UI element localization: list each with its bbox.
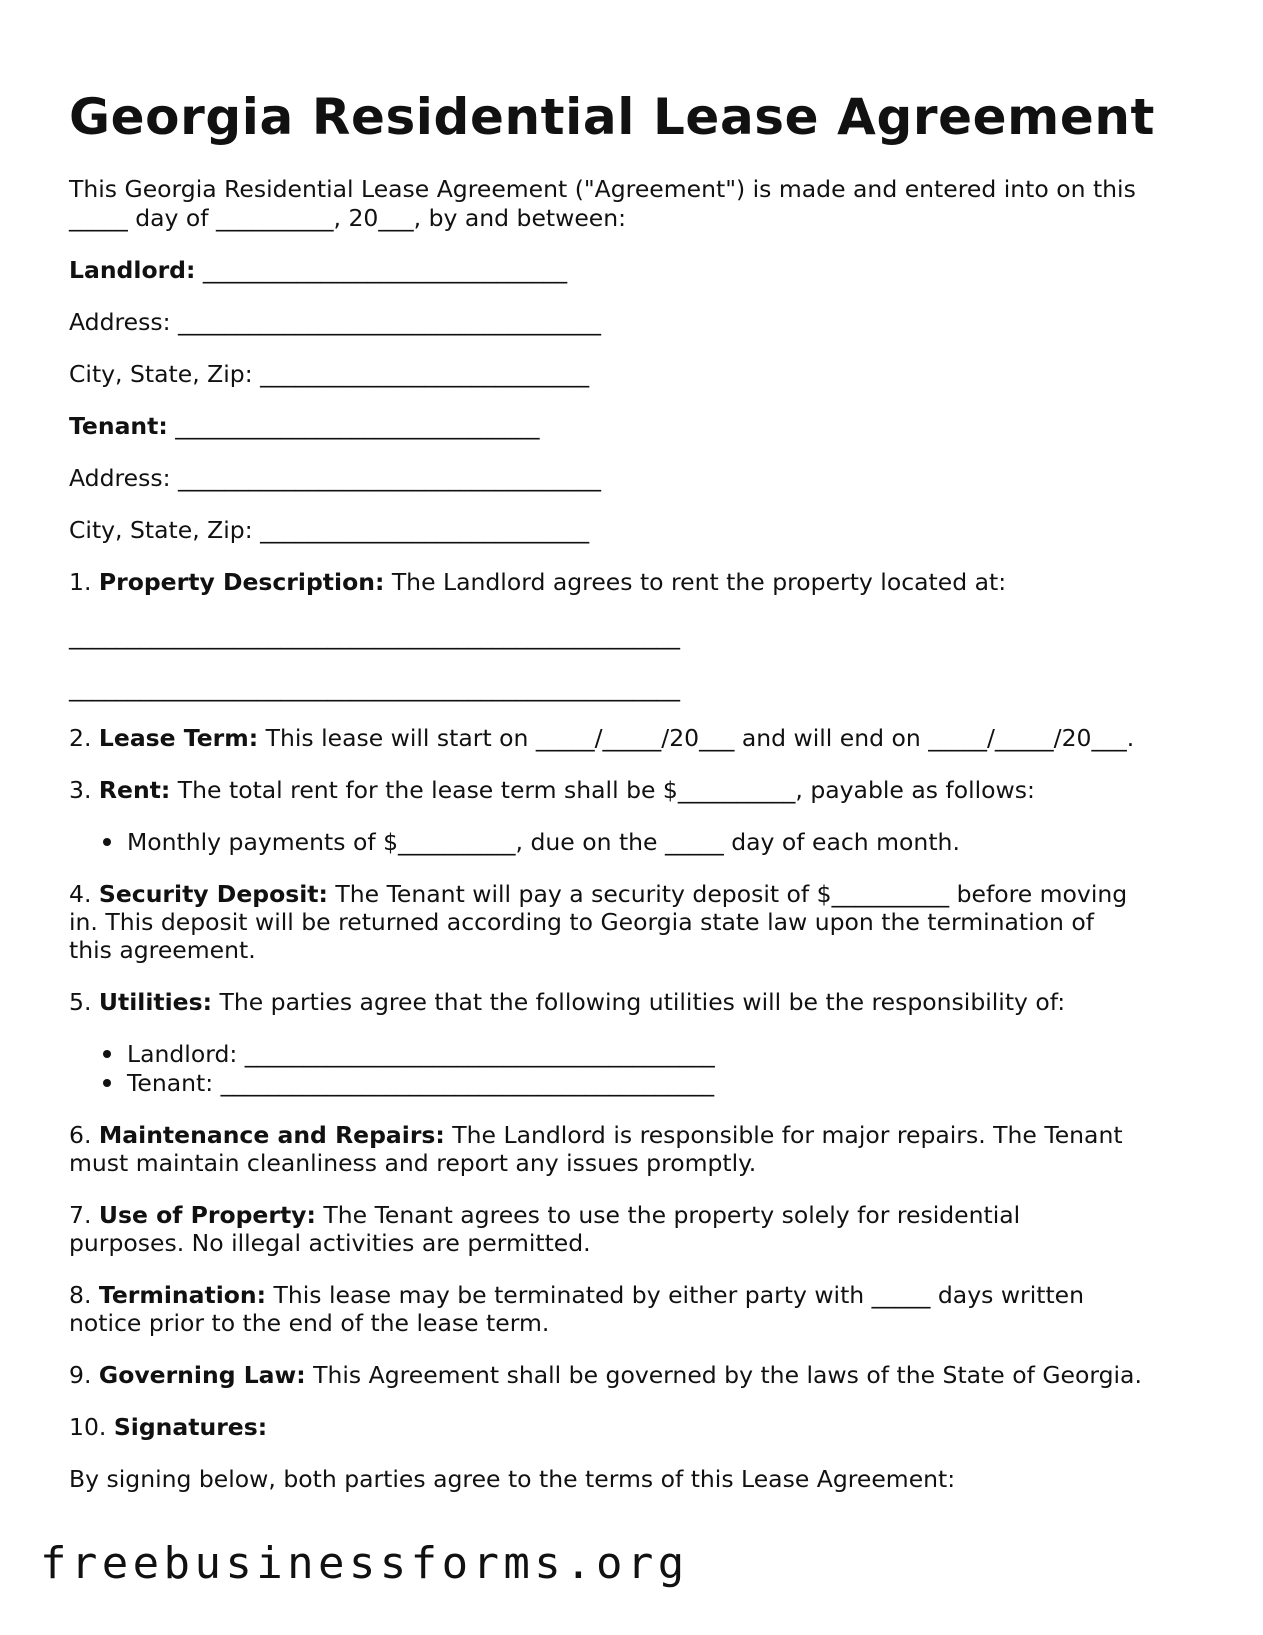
rent-monthly-payment: Monthly payments of $__________, due on the _____ day of each month.	[127, 828, 960, 856]
section-rent	[69, 776, 1035, 805]
list-item	[103, 828, 960, 857]
section-lease-term	[69, 724, 1134, 753]
section-number: 3.	[69, 776, 92, 804]
section-text: This Agreement shall be governed by the laws of the State of Georgia.	[313, 1361, 1142, 1389]
section-governing-law	[69, 1361, 1142, 1390]
bullet-icon	[103, 1079, 111, 1087]
section-heading: Property Description:	[98, 568, 385, 596]
section-text: The parties agree that the following utilities will be the responsibility of:	[219, 988, 1066, 1016]
section-text: The Landlord agrees to rent the property located at:	[391, 568, 1007, 596]
watermark-logo: freebusinessforms.org	[40, 1538, 689, 1589]
section-number: 7.	[69, 1201, 92, 1229]
section-text: The Tenant agrees to use the property solely for residential	[323, 1201, 1021, 1229]
section-heading: Use of Property:	[98, 1201, 316, 1229]
tenant-address: Address: ____________________________________	[69, 464, 601, 492]
use-of-property-text-2: purposes. No illegal activities are permitted.	[69, 1229, 591, 1257]
closing-statement: By signing below, both parties agree to the terms of this Lease Agreement:	[69, 1465, 956, 1493]
section-heading: Signatures:	[113, 1413, 268, 1441]
section-text: This lease will start on _____/_____/20___ and will end on _____/_____/20___.	[265, 724, 1135, 752]
landlord-label: Landlord:	[69, 256, 196, 284]
security-deposit-text-3: this agreement.	[69, 936, 256, 964]
section-heading: Maintenance and Repairs:	[98, 1121, 445, 1149]
section-number: 9.	[69, 1361, 92, 1389]
landlord-city-state-zip: City, State, Zip: ____________________________	[69, 360, 590, 388]
section-text: The total rent for the lease term shall be $__________, payable as follows:	[177, 776, 1035, 804]
section-maintenance	[69, 1121, 1123, 1150]
security-deposit-text-2: in. This deposit will be returned according to Georgia state law upon the termination of	[69, 908, 1095, 936]
section-use-of-property	[69, 1201, 1020, 1230]
maintenance-text-2: must maintain cleanliness and report any issues promptly.	[69, 1149, 757, 1177]
section-text: The Landlord is responsible for major repairs. The Tenant	[452, 1121, 1123, 1149]
section-text: The Tenant will pay a security deposit of $__________ before moving	[335, 880, 1128, 908]
tenant-line	[69, 412, 540, 441]
section-heading: Rent:	[98, 776, 171, 804]
landlord-line	[69, 256, 567, 285]
document-title: Georgia Residential Lease Agreement	[69, 88, 1156, 146]
section-number: 10.	[69, 1413, 107, 1441]
termination-text-2: notice prior to the end of the lease term.	[69, 1309, 550, 1337]
list-item	[103, 1040, 715, 1069]
section-text: This lease may be terminated by either party with _____ days written	[273, 1281, 1085, 1309]
section-signatures	[69, 1413, 267, 1442]
section-number: 8.	[69, 1281, 92, 1309]
section-utilities	[69, 988, 1065, 1017]
section-termination	[69, 1281, 1084, 1310]
section-number: 1.	[69, 568, 92, 596]
landlord-address: Address: ____________________________________	[69, 308, 601, 336]
section-heading: Lease Term:	[98, 724, 259, 752]
utilities-tenant: Tenant: __________________________________________	[127, 1069, 715, 1097]
intro-line-1: This Georgia Residential Lease Agreement ("Agreement") is made and entered into on this	[69, 175, 1136, 203]
section-property-description	[69, 568, 1006, 597]
tenant-label: Tenant:	[69, 412, 168, 440]
intro-line-2: _____ day of __________, 20___, by and between:	[69, 204, 627, 232]
utilities-landlord: Landlord: ________________________________________	[127, 1040, 715, 1068]
section-number: 4.	[69, 880, 92, 908]
section-heading: Security Deposit:	[98, 880, 328, 908]
property-address-line-2: ____________________________________________________	[69, 674, 680, 702]
bullet-icon	[103, 838, 111, 846]
section-number: 5.	[69, 988, 92, 1016]
section-number: 2.	[69, 724, 92, 752]
section-security-deposit	[69, 880, 1127, 909]
tenant-name-blank: _______________________________	[175, 412, 540, 440]
bullet-icon	[103, 1050, 111, 1058]
landlord-name-blank: _______________________________	[202, 256, 568, 284]
section-number: 6.	[69, 1121, 92, 1149]
section-heading: Governing Law:	[98, 1361, 306, 1389]
tenant-city-state-zip: City, State, Zip: ____________________________	[69, 516, 590, 544]
property-address-line-1: ____________________________________________________	[69, 622, 680, 650]
section-heading: Utilities:	[98, 988, 212, 1016]
list-item	[103, 1069, 714, 1098]
section-heading: Termination:	[98, 1281, 267, 1309]
